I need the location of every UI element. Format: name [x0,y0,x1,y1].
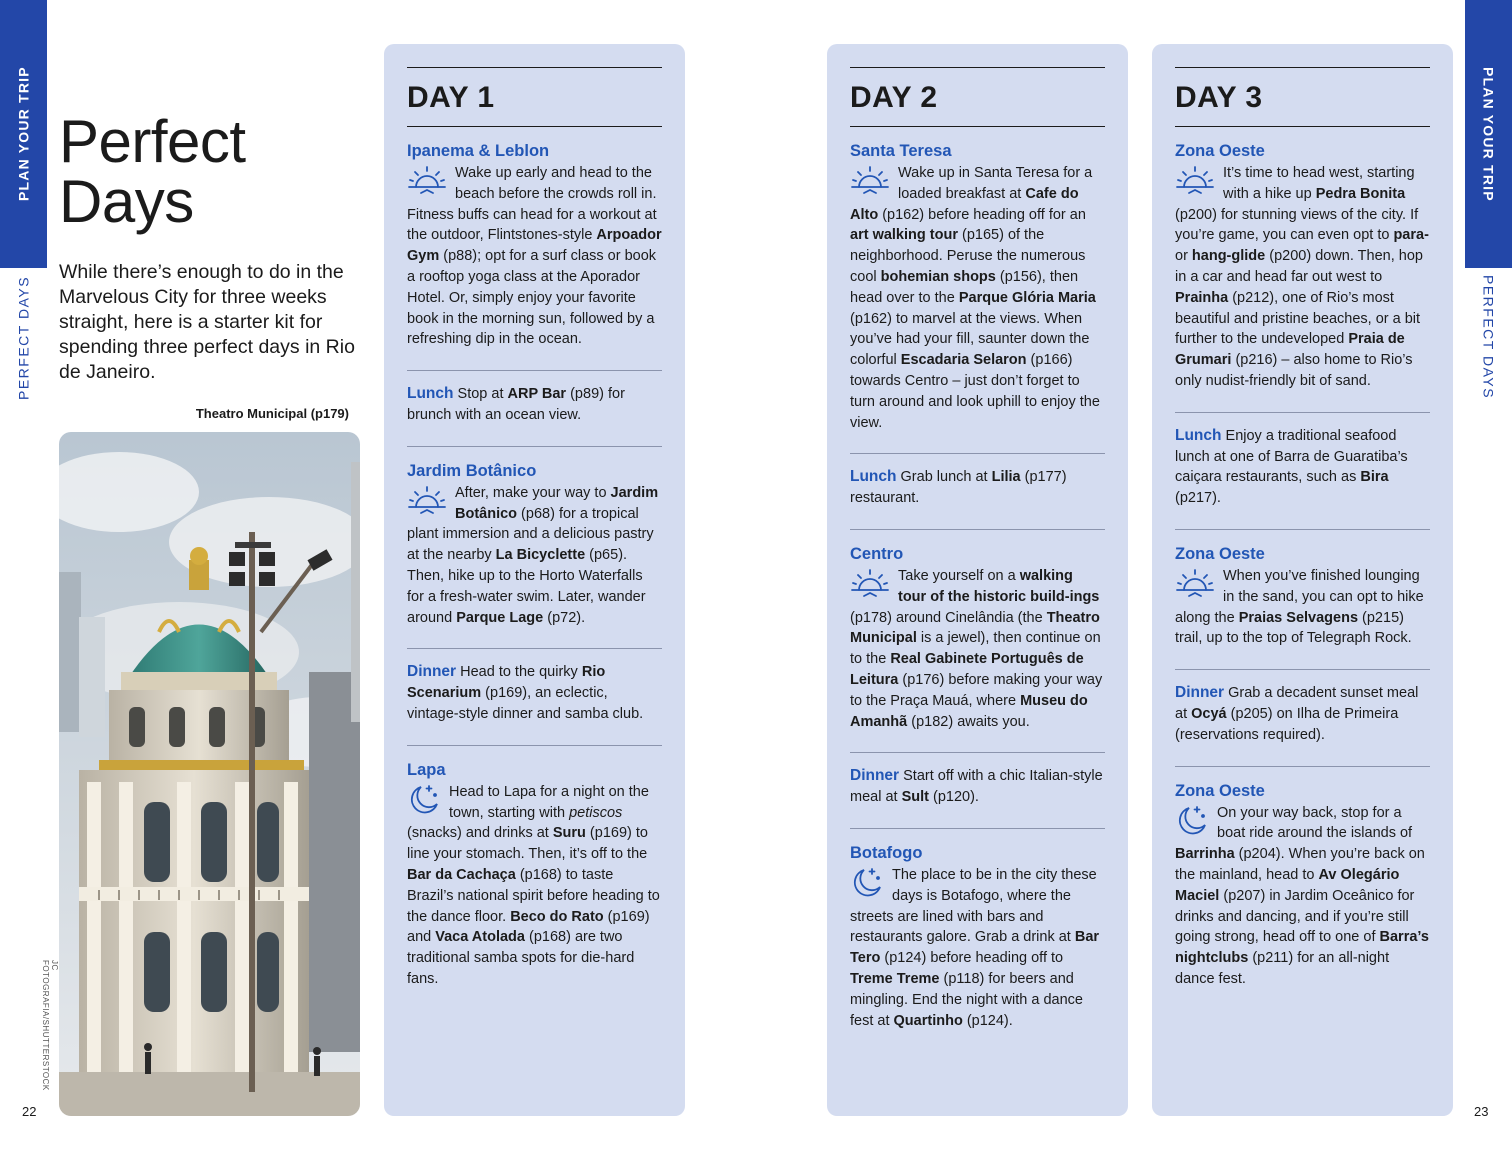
section-tab-label-left: PLAN YOUR TRIP [15,66,32,202]
sun-icon [850,566,890,598]
section-tab-label-right: PLAN YOUR TRIP [1480,66,1497,202]
subsection-label-right: PERFECT DAYS [1480,275,1497,400]
meal-description: Lunch Enjoy a traditional seafood lunch at one of Barra de Guaratiba’s caiçara restaurants, such as Bira (p217). [1175,426,1408,507]
photo-credit: JC FOTOGRAFIA/SHUTTERSTOCK [41,960,59,1091]
place-entry [850,530,1105,753]
day-1-panel [384,44,685,1116]
place-title: Jardim Botânico [407,461,537,480]
place-description: After, make your way to Jardim Botânico (p68) for a tropical plant immersion and a delicious pastry at the nearby La Bicyclette (p65). Then, hike up to the Horto Waterfalls for a fresh-water swim. Later, wander around Parque Lage (p72). [407,484,659,626]
place-title: Botafogo [850,843,923,862]
meal-description: Dinner Grab a decadent sunset meal at Ocyá (p205) on Ilha de Primeira (reservations required). [1175,684,1419,743]
place-entry [850,829,1105,1051]
meal-entry [1175,670,1430,766]
day-title: DAY 2 [850,68,1105,127]
sun-icon [1175,163,1215,195]
place-entry [1175,530,1430,670]
place-entry [850,127,1105,454]
meal-description: Dinner Head to the quirky Rio Scenarium (p169), an eclectic, vintage-style dinner and samba club. [407,663,644,722]
place-description: Wake up early and head to the beach before the crowds roll in. Fitness buffs can head for a workout at the outdoor, Flintstones-style Arpoador Gym (p88); opt for a surf class or book a rooftop yoga class at the Aporador Hotel. Or, simply enjoy your favorite book in the morning sun, followed by a refreshing dip in the ocean. [407,165,662,348]
place-description: The place to be in the city these days is Botafogo, where the streets are lined with bars and restaurants galore. Grab a drink at Bar Tero (p124) before heading off to Treme Treme (p118) for beers and mingling. End the night with a dance fest at Quartinho (p124). [850,866,1100,1029]
sun-icon [850,163,890,195]
intro-block [59,108,359,385]
place-description: It’s time to head west, starting with a hike up Pedra Bonita (p200) for stunning views of the city. If you’re game, you can even opt to para- or hang-glide (p200) down. Then, hop in a car and head far out west to Prainha (p212), one of Rio’s most beautiful and pristine beaches, or a bit further to the undeveloped Praia de Grumari (p216) – also home to Rio’s only nudist-friendly bit of sand. [1175,165,1429,389]
sun-icon [407,163,447,195]
meal-description: Dinner Start off with a chic Italian-style meal at Sult (p120). [850,767,1103,806]
sun-icon [407,483,447,515]
subsection-label-left: PERFECT DAYS [15,275,32,400]
day-title: DAY 1 [407,68,662,127]
place-entry [1175,127,1430,413]
sun-icon [1175,566,1215,598]
place-description: Head to Lapa for a night on the town, starting with petiscos (snacks) and drinks at Suru (p169) to line your stomach. Then, it’s off to the Bar da Cachaça (p168) to taste Brazil’s national spirit before heading to the dance floor. Beco do Rato (p169) and Vaca Atolada (p168) are two traditional samba spots for die-hard fans. [407,783,660,987]
page-title [59,108,359,235]
day-2-panel [827,44,1128,1116]
meal-description: Lunch Grab lunch at Lilia (p177) restaurant. [850,468,1067,507]
meal-entry [407,371,662,447]
intro-paragraph: While there’s enough to do in the Marvelous City for three weeks straight, here is a starter kit for spending three perfect days in Rio de Janeiro. [59,261,355,383]
meal-label: Lunch [1175,426,1222,444]
place-description: Wake up in Santa Teresa for a loaded breakfast at Cafe do Alto (p162) before heading off for an art walking tour (p165) of the neighborhood. Peruse the numerous cool bohemian shops (p156), then head over to the Parque Glória Maria (p162) to marvel at the views. When you’ve had your fill, saunter down the colorful Escadaria Selaron (p166) towards Centro – just don’t forget to turn around and look uphill to enjoy the view. [850,165,1100,431]
meal-label: Lunch [407,385,454,403]
page-title-line1: Perfect [59,108,246,175]
place-title: Zona Oeste [1175,781,1265,800]
place-entry [407,447,662,650]
meal-entry [407,649,662,745]
day-3-panel [1152,44,1453,1116]
moon-icon [1175,803,1209,837]
place-title: Lapa [407,760,446,779]
place-title: Ipanema & Leblon [407,142,550,160]
place-description: Take yourself on a walking tour of the historic build-ings (p178) around Cinelândia (the Theatro Municipal is a jewel), then continue on to the Real Gabinete Português de Leitura (p176) before making your way to the Praça Mauá, where Museu do Amanhã (p182) awaits you. [850,567,1103,730]
meal-entry [850,753,1105,829]
place-entry [407,127,662,371]
meal-entry [1175,413,1430,530]
meal-entry [850,454,1105,530]
meal-description: Lunch Stop at ARP Bar (p89) for brunch with an ocean view. [407,385,625,423]
day-title: DAY 3 [1175,68,1430,127]
page-number-left: 22 [22,1104,37,1119]
meal-label: Dinner [407,663,457,681]
day-2-content [850,67,1105,1051]
moon-icon [407,782,441,816]
meal-label: Dinner [1175,684,1225,702]
day-1-content [407,67,662,1010]
moon-icon [850,865,884,899]
place-title: Zona Oeste [1175,544,1265,563]
meal-label: Lunch [850,468,897,486]
place-entry [407,746,662,1010]
day-3-content [1175,67,1430,1010]
theatro-municipal-photo [59,432,360,1116]
place-title: Santa Teresa [850,142,952,160]
photo-caption: Theatro Municipal (p179) [195,406,349,421]
place-description: When you’ve finished lounging in the sand, you can opt to hike along the Praias Selvagens (p215) trail, up to the top of Telegraph Rock. [1175,567,1424,647]
place-entry [1175,767,1430,1010]
page-title-line2: Days [59,168,194,235]
place-title: Centro [850,544,904,563]
meal-label: Dinner [850,767,900,785]
page-number-right: 23 [1474,1104,1489,1119]
place-title: Zona Oeste [1175,142,1265,160]
place-description: On your way back, stop for a boat ride around the islands of Barrinha (p204). When you’re back on the mainland, head to Av Olegário Maciel (p207) in Jardim Oceânico for drinks and dancing, and if you’re still going strong, head off to one of Barra’s nightclubs (p211) for an all-night dance fest. [1175,804,1429,987]
